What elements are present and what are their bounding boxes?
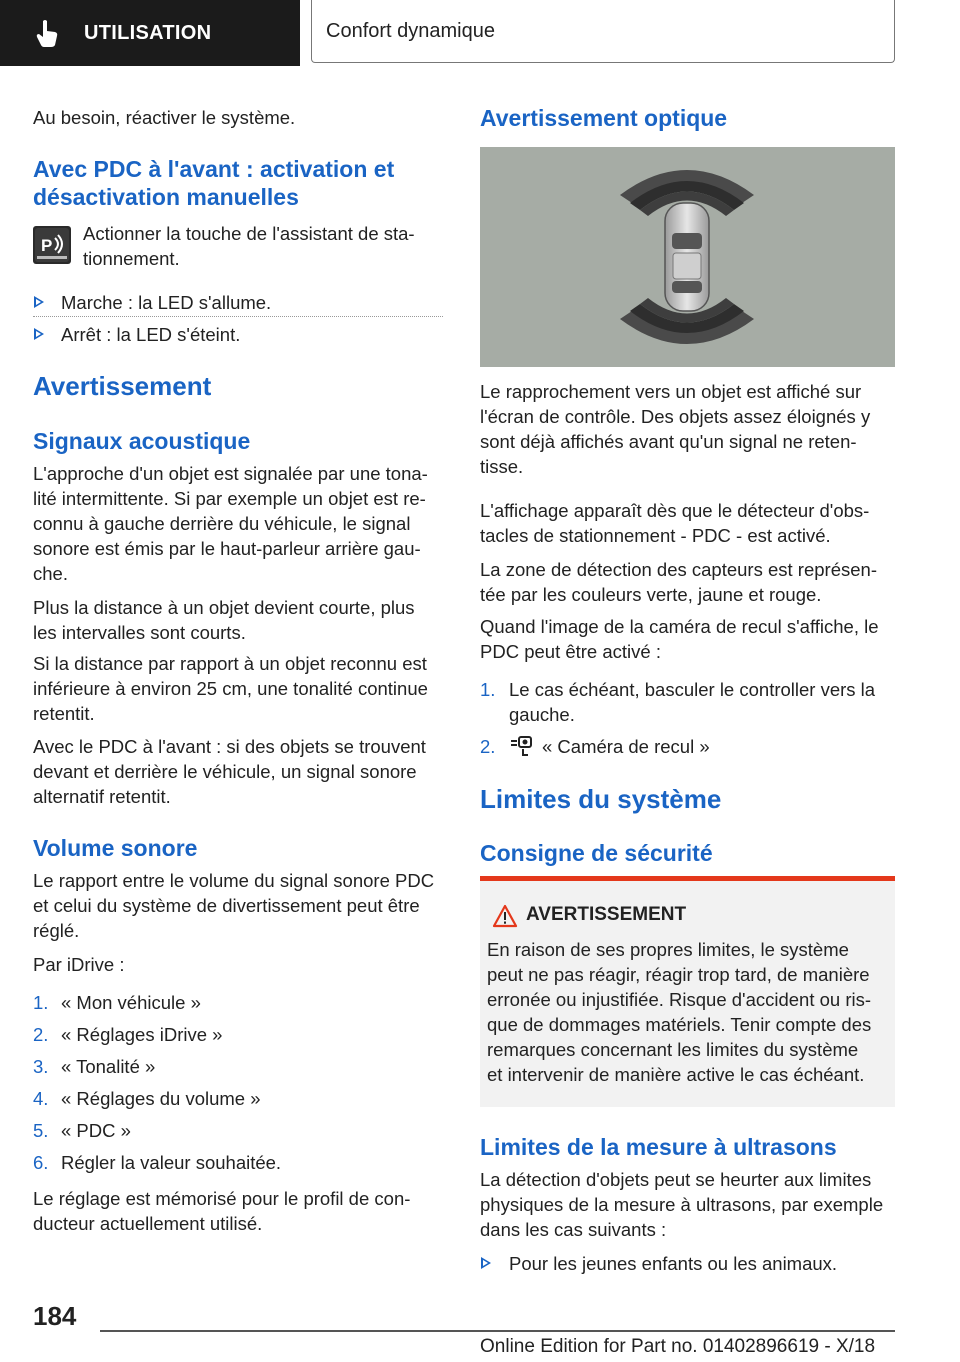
warning-triangle-icon <box>492 904 518 933</box>
bullet-triangle-icon <box>481 1257 491 1269</box>
step-number: 2. <box>33 1024 49 1045</box>
list-item-text: Marche : la LED s'allume. <box>61 292 272 313</box>
list-item-text: Pour les jeunes enfants ou les animaux. <box>509 1253 838 1274</box>
bullet-triangle-icon <box>34 296 44 308</box>
text-line: sont déjà affichés avant qu'un signal ne reten- <box>480 431 857 452</box>
step-text: « Réglages du volume » <box>61 1088 261 1109</box>
warning-bar <box>480 876 895 881</box>
heading-line: désactivation manuelles <box>33 184 299 210</box>
step-text: « Caméra de recul » <box>542 736 710 757</box>
step-number: 4. <box>33 1088 49 1109</box>
heading-acoustic: Signaux acoustique <box>33 428 251 454</box>
volume-paragraph <box>33 868 434 943</box>
step-number: 5. <box>33 1120 49 1141</box>
text-line: che. <box>33 563 68 584</box>
divider <box>33 316 443 318</box>
heading-line: Avec PDC à l'avant : activation et <box>33 156 395 182</box>
display-paragraph <box>480 498 869 548</box>
text-line: réglé. <box>33 920 80 941</box>
text-line: ducteur actuellement utilisé. <box>33 1213 263 1234</box>
step-text: « Réglages iDrive » <box>61 1024 223 1045</box>
front-paragraph <box>33 734 426 809</box>
text-line: remarques concernant les limites du système <box>487 1039 859 1060</box>
step-number: 2. <box>480 736 496 757</box>
svg-text:P: P <box>41 236 53 255</box>
text-line: Actionner la touche de l'assistant de sta- <box>83 223 415 244</box>
text-line: les intervalles sont courts. <box>33 622 246 643</box>
heading-volume: Volume sonore <box>33 835 198 861</box>
text-line: sonore est émis par le haut-parleur arrière gau- <box>33 538 421 559</box>
text-line: erronée ou injustifiée. Risque d'accident ou ris- <box>487 989 872 1010</box>
text-line: L'approche d'un objet est signalée par une tona- <box>33 463 428 484</box>
text-line: alternatif retentit. <box>33 786 171 807</box>
chapter-title: UTILISATION <box>84 21 212 44</box>
step-text <box>509 677 875 727</box>
list-item-text: Arrêt : la LED s'éteint. <box>61 324 241 345</box>
text-line: L'affichage apparaît dès que le détecteur d'obs- <box>480 500 870 521</box>
text-line: PDC peut être activé : <box>480 641 661 662</box>
step-text: « PDC » <box>61 1120 131 1141</box>
bullet-triangle-icon <box>34 328 44 340</box>
text-line: Quand l'image de la caméra de recul s'affiche, le <box>480 616 879 637</box>
optical-paragraph <box>480 379 870 479</box>
text-line: connu à gauche derrière du véhicule, le signal <box>33 513 411 534</box>
text-line: l'écran de contrôle. Des objets assez éloignés y <box>480 406 871 427</box>
warning-text <box>487 937 871 1087</box>
page-number: 184 <box>33 1301 77 1331</box>
heading-warning: Avertissement <box>33 371 212 401</box>
warning-title: AVERTISSEMENT <box>526 904 687 925</box>
button-instruction <box>83 221 415 271</box>
footer-divider <box>100 1330 895 1332</box>
text-line: tacles de stationnement - PDC - est activé. <box>480 525 831 546</box>
step-number: 6. <box>33 1152 49 1173</box>
heading-pdc-front <box>33 155 394 211</box>
edition-text: Online Edition for Part no. 01402896619 - X/18 <box>480 1336 876 1357</box>
text-line: et intervenir de manière active le cas échéant. <box>487 1064 865 1085</box>
warning-box <box>480 876 895 1107</box>
text-line: gauche. <box>509 704 575 725</box>
text-line: tisse. <box>480 456 524 477</box>
rear-camera-icon <box>509 735 535 763</box>
text-line: Le rapport entre le volume du signal sonore PDC <box>33 870 435 891</box>
text-line: dans les cas suivants : <box>480 1219 667 1240</box>
text-line: que de dommages matériels. Tenir compte des <box>487 1014 872 1035</box>
continuous-paragraph <box>33 651 428 726</box>
text-line: tée par les couleurs verte, jaune et rouge. <box>480 584 822 605</box>
section-title: Confort dynamique <box>326 19 495 42</box>
step-text: Régler la valeur souhaitée. <box>61 1152 282 1173</box>
text-line: Le rapprochement vers un objet est affiché sur <box>480 381 862 402</box>
text-line: Si la distance par rapport à un objet reconnu est <box>33 653 427 674</box>
text-line: peut ne pas réagir, réagir trop tard, de manière <box>487 964 870 985</box>
step-text: « Mon véhicule » <box>61 992 201 1013</box>
section-header <box>311 0 895 63</box>
text-line: En raison de ses propres limites, le système <box>487 939 849 960</box>
text-line: La détection d'objets peut se heurter aux limites <box>480 1169 872 1190</box>
idrive-label: Par iDrive : <box>33 954 125 975</box>
acoustic-paragraph <box>33 461 428 586</box>
text-line: inférieure à environ 25 cm, une tonalité continue <box>33 678 428 699</box>
heading-safety: Consigne de sécurité <box>480 840 713 866</box>
step-number: 3. <box>33 1056 49 1077</box>
text-line: physiques de la mesure à ultrasons, par exemple <box>480 1194 884 1215</box>
heading-limits: Limites du système <box>480 784 722 814</box>
text-line: Le réglage est mémorisé pour le profil de con- <box>33 1188 411 1209</box>
step-number: 1. <box>480 679 496 700</box>
text-line: Avec le PDC à l'avant : si des objets se trouvent <box>33 736 426 757</box>
parking-assistant-button-icon <box>33 226 71 264</box>
text-line: tionnement. <box>83 248 180 269</box>
ultrasound-paragraph <box>480 1167 883 1242</box>
reactivate-text: Au besoin, réactiver le système. <box>33 107 296 128</box>
list-item <box>480 677 895 727</box>
heading-ultrasound: Limites de la mesure à ultrasons <box>480 1134 837 1160</box>
text-line: Plus la distance à un objet devient courte, plus <box>33 597 415 618</box>
step-text: « Tonalité » <box>61 1056 156 1077</box>
heading-optical: Avertissement optique <box>480 105 728 131</box>
zone-paragraph <box>480 557 877 607</box>
distance-paragraph <box>33 595 415 645</box>
hand-pointer-icon <box>30 16 64 50</box>
text-line: lité intermittente. Si par exemple un objet est re- <box>33 488 426 509</box>
chapter-tab <box>0 0 300 66</box>
text-line: retentit. <box>33 703 95 724</box>
camera-paragraph <box>480 614 879 664</box>
stored-paragraph <box>33 1186 410 1236</box>
text-line: Le cas échéant, basculer le controller vers la <box>509 679 876 700</box>
step-number: 1. <box>33 992 49 1013</box>
text-line: devant et derrière le véhicule, un signal sonore <box>33 761 417 782</box>
text-line: et celui du système de divertissement peut être <box>33 895 420 916</box>
pdc-display-image <box>480 147 895 367</box>
text-line: La zone de détection des capteurs est représen- <box>480 559 877 580</box>
